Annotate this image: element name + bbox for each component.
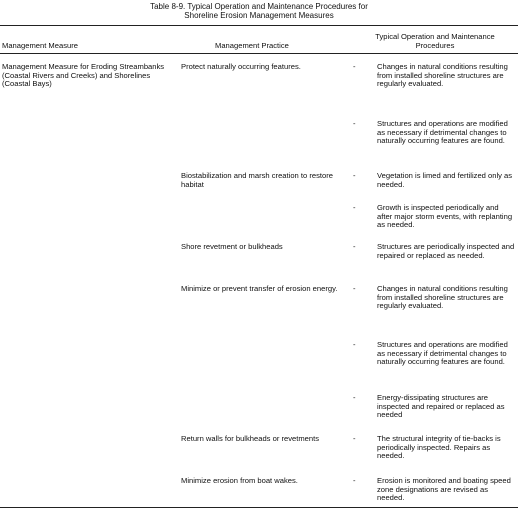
header-procedures-line-2: Procedures xyxy=(415,40,455,50)
procedure-item: Growth is inspected periodically and after major storm events, with replanting as needed. xyxy=(377,203,513,230)
procedure-item: Structures and operations are modified as necessary if detrimental changes to naturally occurring features are found. xyxy=(377,340,508,367)
bullet-dash: - xyxy=(353,171,356,180)
practice-minimize-energy-transfer: Minimize or prevent transfer of erosion energy. xyxy=(181,284,338,293)
header-rule xyxy=(0,53,518,54)
practice-protect-natural-features: Protect naturally occurring features. xyxy=(181,62,301,71)
top-rule xyxy=(0,25,518,26)
table-title-line-1: Table 8-9. Typical Operation and Maintenance Procedures for xyxy=(150,2,368,11)
procedure-item: Erosion is monitored and boating speed zone designations are revised as needed. xyxy=(377,476,511,503)
practice-return-walls: Return walls for bulkheads or revetments xyxy=(181,434,320,443)
header-management-measure: Management Measure xyxy=(2,41,78,50)
procedure-item: Changes in natural conditions resulting from installed shoreline structures are regularly evaluated. xyxy=(377,62,508,89)
procedure-item: Structures are periodically inspected and repaired or replaced as needed. xyxy=(377,242,515,260)
bullet-dash: - xyxy=(353,119,356,128)
bullet-dash: - xyxy=(353,340,356,349)
bullet-dash: - xyxy=(353,284,356,293)
procedure-item: Changes in natural conditions resulting from installed shoreline structures are regularly evaluated. xyxy=(377,284,508,311)
table-title-line-2: Shoreline Erosion Management Measures xyxy=(184,11,334,20)
bullet-dash: - xyxy=(353,62,356,71)
practice-boat-wakes: Minimize erosion from boat wakes. xyxy=(181,476,298,485)
procedure-item: Structures and operations are modified as necessary if detrimental changes to naturally occurring features are found. xyxy=(377,119,508,146)
header-procedures-line-1: Typical Operation and Maintenance xyxy=(375,32,495,41)
procedure-item: The structural integrity of tie-backs is periodically inspected. Repairs as needed. xyxy=(377,434,501,461)
header-management-practice: Management Practice xyxy=(215,41,289,50)
practice-biostabilization: Biostabilization and marsh creation to restore habitat xyxy=(181,171,333,189)
header-procedures xyxy=(352,33,518,50)
procedure-item: Energy-dissipating structures are inspected and repaired or replaced as needed xyxy=(377,393,505,420)
procedure-item: Vegetation is limed and fertilized only as needed. xyxy=(377,171,513,189)
bottom-rule xyxy=(0,507,518,508)
practice-shore-revetment: Shore revetment or bulkheads xyxy=(181,242,283,251)
bullet-dash: - xyxy=(353,203,356,212)
table-title xyxy=(0,2,518,20)
bullet-dash: - xyxy=(353,434,356,443)
bullet-dash: - xyxy=(353,476,356,485)
management-measure-text: Management Measure for Eroding Streambanks (Coastal Rivers and Creeks) and Shorelines (Coastal Bays) xyxy=(2,62,165,89)
bullet-dash: - xyxy=(353,242,356,251)
bullet-dash: - xyxy=(353,393,356,402)
